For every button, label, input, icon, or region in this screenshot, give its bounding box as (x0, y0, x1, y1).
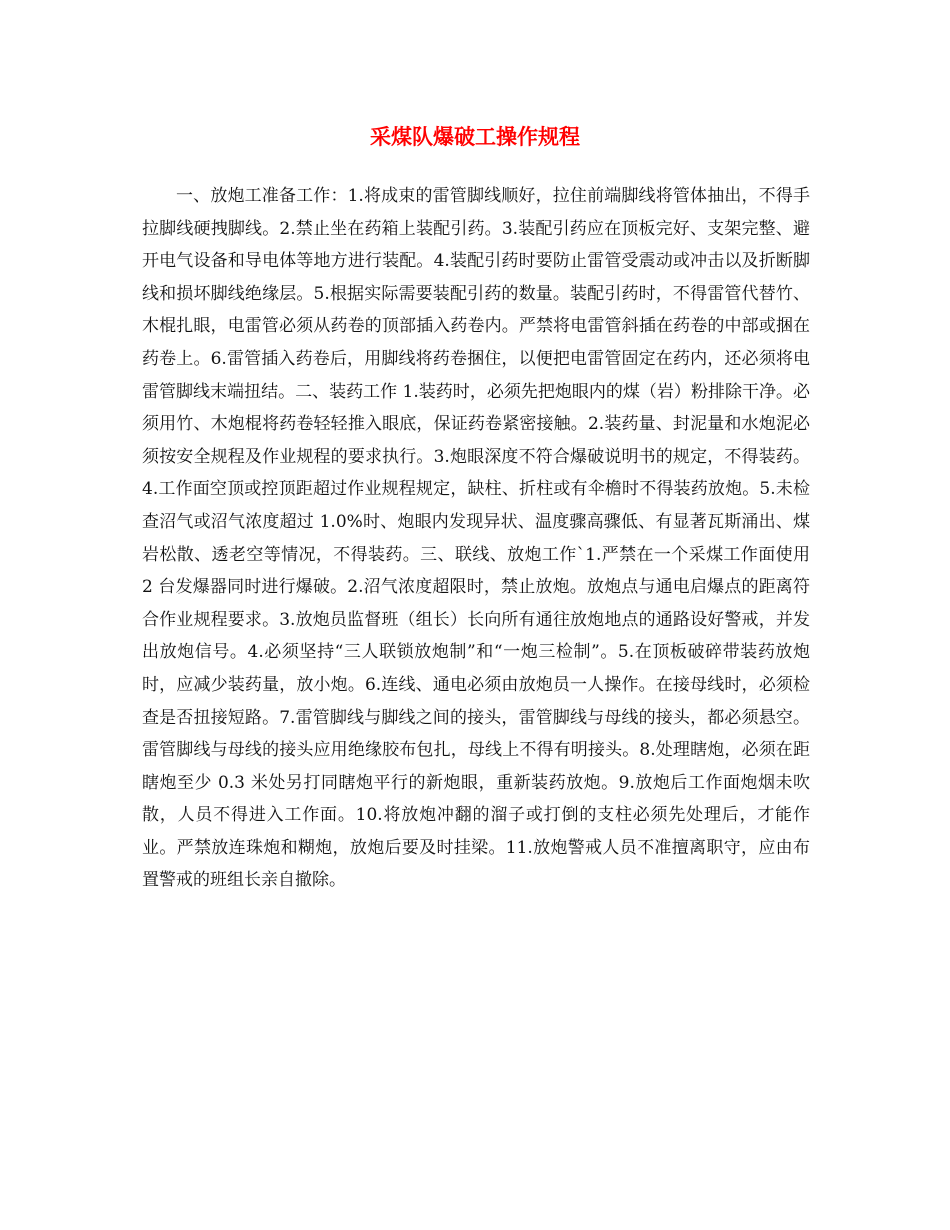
document-title: 采煤队爆破工操作规程 (370, 124, 580, 149)
document-body: 一、放炮工准备工作：1.将成束的雷管脚线顺好，拉住前端脚线将管体抽出，不得手拉脚线硬拽脚线。2.禁止坐在药箱上装配引药。3.装配引药应在顶板完好、支架完整、避开电气设备和导电体等地方进行装配。4.装配引药时要防止雷管受震动或冲击以及折断脚线和损坏脚线绝缘层。5.根据实际需要装配引药的数量。装配引药时，不得雷管代替竹、木棍扎眼，电雷管必须从药卷的顶部插入药卷内。严禁将电雷管斜插在药卷的中部或捆在药卷上。6.雷管插入药卷后，用脚线将药卷捆住，以便把电雷管固定在药内，还必须将电雷管脚线末端扭结。二、装药工作 1.装药时，必须先把炮眼内的煤（岩）粉排除干净。必须用竹、木炮棍将药卷轻轻推入眼底，保证药卷紧密接触。2.装药量、封泥量和水炮泥必须按安全规程及作业规程的要求执行。3.炮眼深度不符合爆破说明书的规定，不得装药。4.工作面空顶或控顶距超过作业规程规定，缺柱、折柱或有伞檐时不得装药放炮。5.未检查沼气或沼气浓度超过 1.0%时、炮眼内发现异状、温度骤高骤低、有显著瓦斯涌出、煤岩松散、透老空等情况，不得装药。三、联线、放炮工作`1.严禁在一个采煤工作面使用 2 台发爆器同时进行爆破。2.沼气浓度超限时，禁止放炮。放炮点与通电启爆点的距离符合作业规程要求。3.放炮员监督班（组长）长向所有通往放炮地点的通路设好警戒，并发出放炮信号。4.必须坚持“三人联锁放炮制”和“一炮三检制”。5.在顶板破碎带装药放炮时，应减少装药量，放小炮。6.连线、通电必须由放炮员一人操作。在接母线时，必须检查是否扭接短路。7.雷管脚线与脚线之间的接头，雷管脚线与母线的接头，都必须悬空。雷管脚线与母线的接头应用绝缘胶布包扎，母线上不得有明接头。8.处理瞎炮，必须在距瞎炮至少 0.3 米处另打同瞎炮平行的新炮眼，重新装药放炮。9.放炮后工作面炮烟未吹散，人员不得进入工作面。10.将放炮冲翻的溜子或打倒的支柱必须先处理后，才能作业。严禁放连珠炮和糊炮，放炮后要及时挂梁。11.放炮警戒人员不准擅离职守，应由布置警戒的班组长亲自撤除。 (142, 186, 810, 891)
